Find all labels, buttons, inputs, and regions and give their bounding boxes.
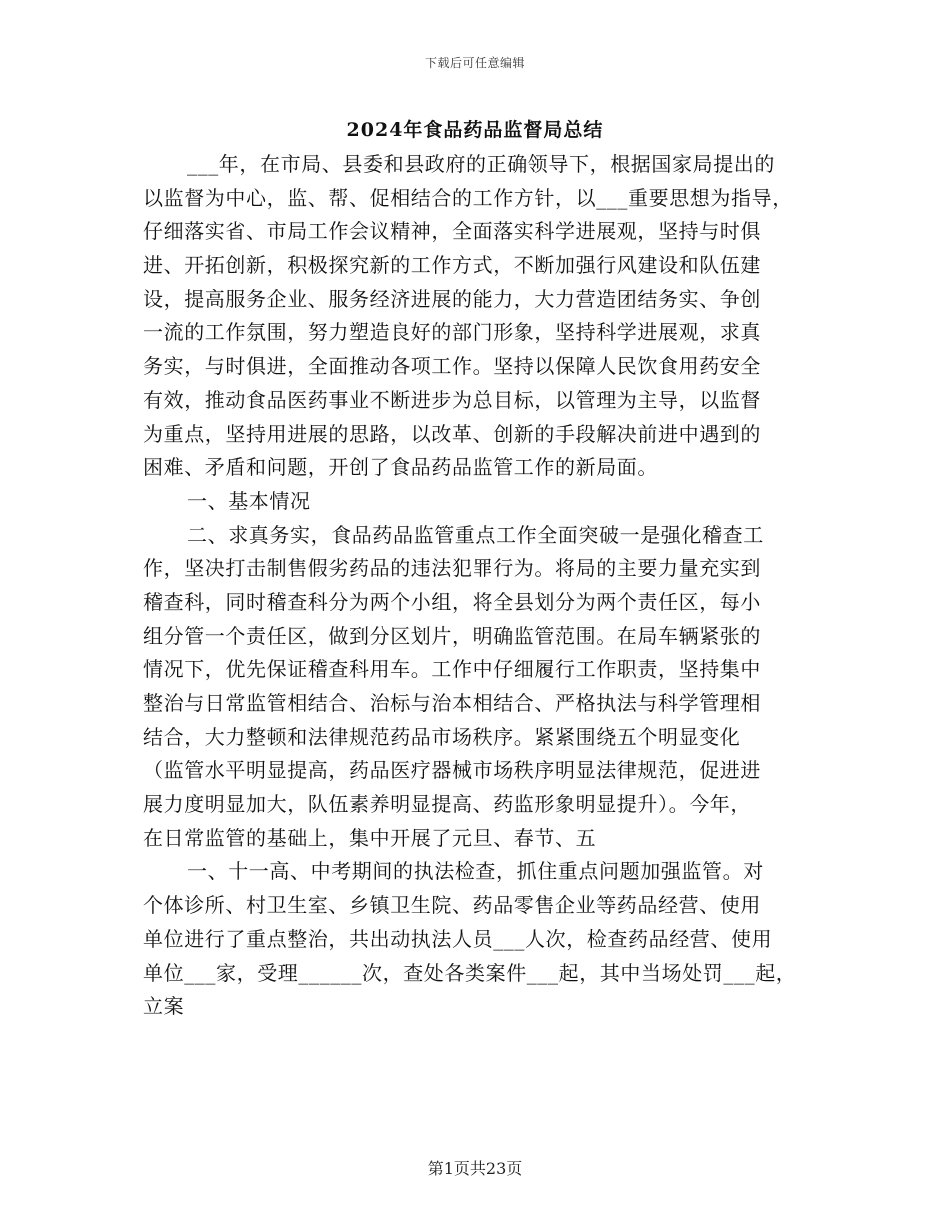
body-line: 有效，推动食品医药事业不断进步为总目标，以管理为主导，以监督 (143, 387, 761, 412)
body-line: 为重点，坚持用进展的思路，以改革、创新的手段解决前进中遇到的 (143, 421, 761, 446)
body-line: 进、开拓创新，积极探究新的工作方式，不断加强行风建设和队伍建 (143, 253, 761, 278)
body-line: 整治与日常监管相结合、治标与治本相结合、严格执法与科学管理相 (143, 691, 761, 715)
body-line: 在日常监管的基础上，集中开展了元旦、春节、五 (143, 825, 597, 850)
body-line: 作，坚决打击制售假劣药品的违法犯罪行为。将局的主要力量充实到 (143, 556, 761, 581)
body-line: 单位进行了重点整治，共出动执法人员___人次，检查药品经营、使用 (143, 926, 773, 951)
body-line: 以监督为中心，监、帮、促相结合的工作方针，以___重要思想为指导， (143, 185, 793, 210)
body-line: 二、求真务实，食品药品监管重点工作全面突破一是强化稽查工 (187, 522, 764, 547)
body-line: 设，提高服务企业、服务经济进展的能力，大力营造团结务实、争创 (143, 286, 761, 311)
body-line: 个体诊所、村卫生室、乡镇卫生院、药品零售企业等药品经营、使用 (143, 893, 761, 918)
body-line: 结合，大力整顿和法律规范药品市场秩序。紧紧围绕五个明显变化 (143, 724, 741, 749)
document-body (143, 148, 813, 1024)
body-line: 展力度明显加大，队伍素养明显提高、药监形象明显提升）。今年， (143, 792, 751, 817)
page-footer: 第1页共23页 (427, 1159, 523, 1178)
header-note: 下载后可任意编辑 (424, 56, 525, 70)
body-line: 务实，与时俱进，全面推动各项工作。坚持以保障人民饮食用药安全 (143, 354, 761, 379)
body-line: 立案 (143, 994, 185, 1019)
body-line: 仔细落实省、市局工作会议精神，全面落实科学进展观，坚持与时俱 (143, 219, 761, 244)
document-title: 2024年食品药品监督局总结 (346, 119, 604, 141)
body-line: 困难、矛盾和问题，开创了食品药品监管工作的新局面。 (143, 455, 658, 480)
body-line: 稽查科，同时稽查科分为两个小组，将全县划分为两个责任区，每小 (143, 589, 761, 614)
body-line: 情况下，优先保证稽查科用车。工作中仔细履行工作职责，坚持集中 (143, 657, 761, 682)
body-line: 一、十一高、中考期间的执法检查，抓住重点问题加强监管。对 (187, 859, 764, 884)
body-line: 一流的工作氛围，努力塑造良好的部门形象，坚持科学进展观，求真 (143, 320, 761, 345)
body-line: ___年，在市局、县委和县政府的正确领导下，根据国家局提出的 (187, 152, 775, 176)
body-line: 单位___家，受理______次，查处各类案件___起，其中当场处罚___起， (143, 960, 797, 985)
section-heading: 一、基本情况 (187, 488, 311, 513)
body-line: （监管水平明显提高，药品医疗器械市场秩序明显法律规范，促进进 (143, 758, 761, 783)
body-line: 组分管一个责任区，做到分区划片，明确监管范围。在局车辆紧张的 (143, 623, 761, 648)
